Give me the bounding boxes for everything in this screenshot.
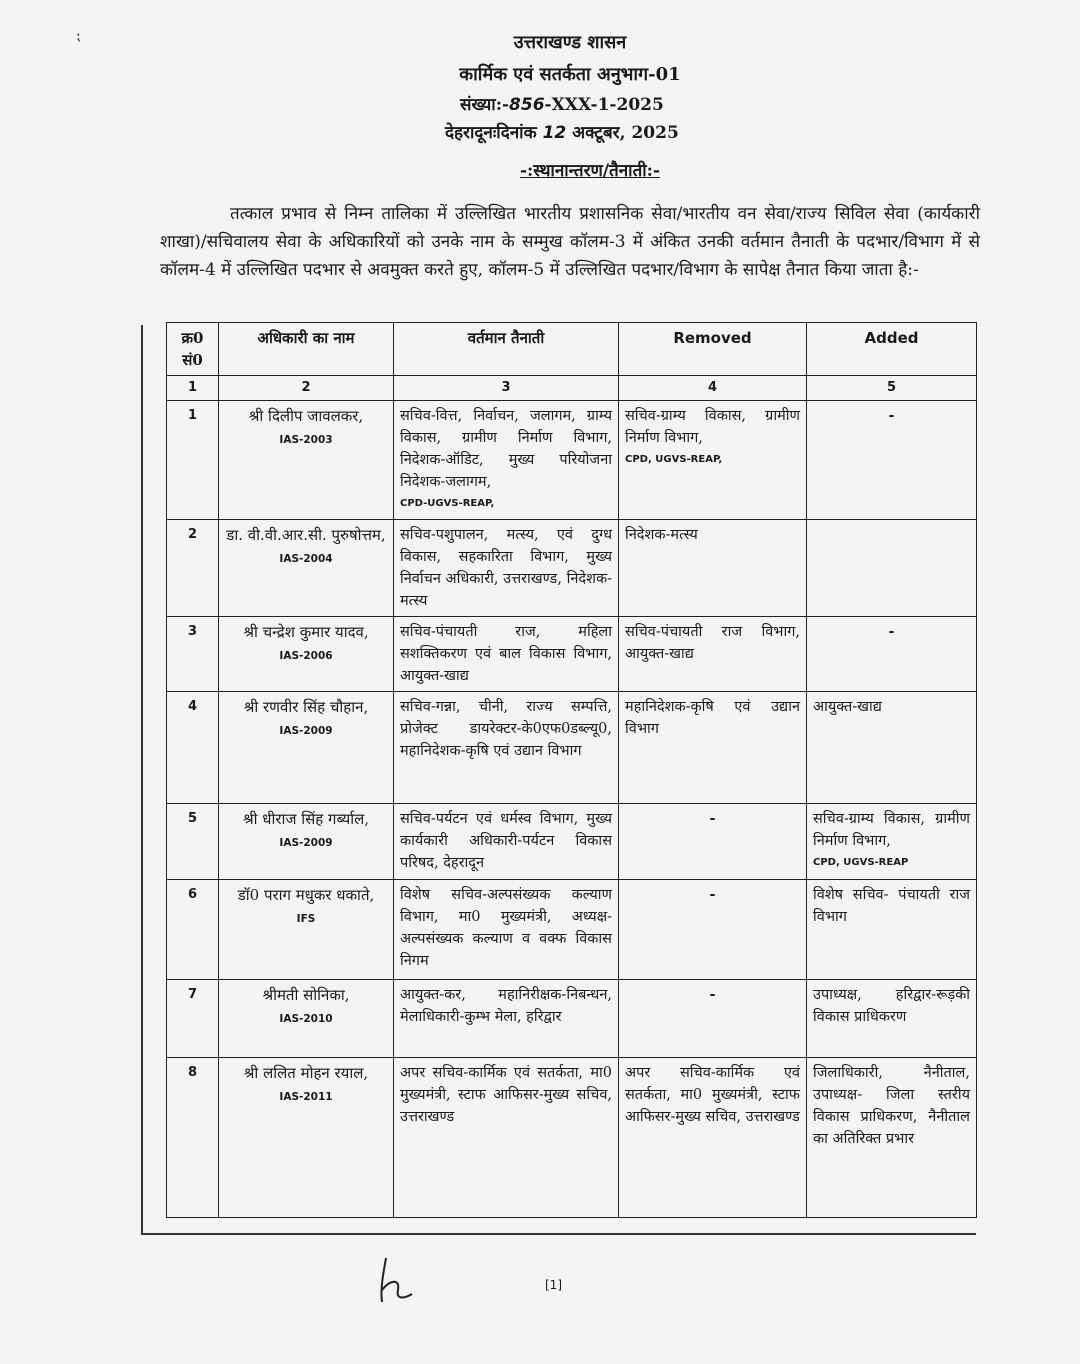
officer-cell <box>219 880 394 980</box>
table-bottom-line <box>141 1233 976 1235</box>
officer-name: डॉ0 पराग मधुकर धकाते, <box>237 886 375 904</box>
added-posting <box>807 401 977 520</box>
table-row <box>167 1058 977 1218</box>
header-current-posting: वर्तमान तैनाती <box>394 323 619 376</box>
current-posting-text: विशेष सचिव-अल्पसंख्यक कल्याण विभाग, मा0 मुख्यमंत्री, अध्यक्ष- अल्पसंख्यक कल्याण व वक्फ विकास निगम <box>400 887 612 969</box>
added-posting-text: जिलाधिकारी, नैनीताल, उपाध्यक्ष- जिला स्तरीय विकास प्राधिकरण, नैनीताल का अतिरिक्त प्रभार <box>813 1065 970 1147</box>
added-posting-text: विशेष सचिव- पंचायती राज विभाग <box>813 887 970 925</box>
added-posting-text: उपाध्यक्ष, हरिद्वार-रूड़की विकास प्राधिकरण <box>813 987 970 1025</box>
section-title: कार्मिक एवं सतर्कता अनुभाग-01 <box>459 64 681 85</box>
removed-posting <box>619 401 807 520</box>
added-posting-text: - <box>888 623 895 640</box>
column-number: 2 <box>219 376 394 401</box>
officer-name: श्री ललित मोहन रयाल, <box>243 1064 369 1082</box>
signature-mark <box>372 1250 422 1310</box>
officer-cell <box>219 804 394 880</box>
officer-cell <box>219 692 394 804</box>
current-posting-text: सचिव-गन्ना, चीनी, राज्य सम्पत्ति, प्रोजेक्ट डायरेक्टर-के0एफ0डब्ल्यू0, महानिदेशक-कृषि एवं उद्यान विभाग <box>400 699 612 759</box>
current-posting <box>394 401 619 520</box>
officer-service: IAS-2006 <box>279 650 333 662</box>
table-row <box>167 520 977 617</box>
serial-number: 8 <box>167 1058 219 1218</box>
officer-name: श्री धीराज सिंह गर्ब्याल, <box>242 810 370 828</box>
table-row <box>167 880 977 980</box>
current-posting <box>394 980 619 1058</box>
added-posting-text: सचिव-ग्राम्य विकास, ग्रामीण निर्माण विभाग, <box>813 811 970 849</box>
order-number-prefix: संख्या:- <box>460 95 510 115</box>
serial-number: 2 <box>167 520 219 617</box>
current-posting-extra: CPD-UGVS-REAP, <box>400 498 495 509</box>
serial-number: 3 <box>167 617 219 692</box>
order-date-suffix: अक्टूबर, 2025 <box>572 123 679 143</box>
added-posting-text: आयुक्त-खाद्य <box>813 699 882 715</box>
current-posting <box>394 880 619 980</box>
removed-posting-text: सचिव-पंचायती राज विभाग, आयुक्त-खाद्य <box>625 624 800 662</box>
serial-number: 4 <box>167 692 219 804</box>
margin-line <box>141 325 143 1235</box>
removed-posting-text: - <box>709 886 716 903</box>
officer-name: श्रीमती सोनिका, <box>262 986 350 1004</box>
column-number: 5 <box>807 376 977 401</box>
officer-cell <box>219 520 394 617</box>
order-date-prefix: देहरादूनःदिनांक <box>445 123 537 143</box>
officer-service: IAS-2009 <box>279 837 333 849</box>
transfer-table <box>166 322 977 1218</box>
removed-posting <box>619 617 807 692</box>
officer-name: श्री रणवीर सिंह चौहान, <box>243 698 369 716</box>
added-posting <box>807 804 977 880</box>
header-officer-name: अधिकारी का नाम <box>219 323 394 376</box>
officer-cell <box>219 401 394 520</box>
removed-posting-text: - <box>709 810 716 827</box>
order-number-suffix: -XXX-1-2025 <box>544 95 664 115</box>
removed-posting-text: महानिदेशक-कृषि एवं उद्यान विभाग <box>625 699 800 737</box>
current-posting-text: सचिव-पर्यटन एवं धर्मस्व विभाग, मुख्य कार्यकारी अधिकारी-पर्यटन विकास परिषद, देहरादून <box>400 811 612 871</box>
removed-posting-text: सचिव-ग्राम्य विकास, ग्रामीण निर्माण विभाग, <box>625 408 800 446</box>
table-row <box>167 980 977 1058</box>
header-serial: क्र0 सं0 <box>167 323 219 376</box>
scan-mark: ⁏ <box>76 28 81 44</box>
order-date <box>445 120 725 143</box>
added-posting-extra: CPD, UGVS-REAP <box>813 857 909 868</box>
column-number-row <box>167 376 977 401</box>
current-posting <box>394 804 619 880</box>
header-removed: Removed <box>619 323 807 376</box>
officer-service: IAS-2003 <box>279 434 333 446</box>
officer-cell <box>219 980 394 1058</box>
removed-posting <box>619 880 807 980</box>
officer-name: श्री दिलीप जावलकर, <box>248 407 364 425</box>
govt-title: उत्तराखण्ड शासन <box>513 32 627 53</box>
officer-cell <box>219 1058 394 1218</box>
officer-cell <box>219 617 394 692</box>
added-posting <box>807 880 977 980</box>
officer-service: IFS <box>296 913 316 925</box>
added-posting <box>807 617 977 692</box>
current-posting-text: अपर सचिव-कार्मिक एवं सतर्कता, मा0 मुख्यमंत्री, स्टाफ आफिसर-मुख्य सचिव, उत्तराखण्ड <box>400 1065 612 1125</box>
added-posting <box>807 1058 977 1218</box>
officer-service: IAS-2010 <box>279 1013 333 1025</box>
removed-posting-text: अपर सचिव-कार्मिक एवं सतर्कता, मा0 मुख्यमंत्री, स्टाफ आफिसर-मुख्य सचिव, उत्तराखण्ड <box>625 1065 800 1125</box>
officer-service: IAS-2011 <box>279 1091 333 1103</box>
current-posting <box>394 1058 619 1218</box>
order-subject: -:स्थानान्तरण/तैनाती:- <box>519 161 661 181</box>
current-posting <box>394 692 619 804</box>
table-row <box>167 617 977 692</box>
officer-name: श्री चन्द्रेश कुमार यादव, <box>243 623 369 641</box>
officer-service: IAS-2004 <box>279 553 333 565</box>
added-posting <box>807 692 977 804</box>
order-number <box>460 92 720 115</box>
removed-posting <box>619 1058 807 1218</box>
table-row <box>167 401 977 520</box>
header-added: Added <box>807 323 977 376</box>
current-posting-text: सचिव-वित्त, निर्वाचन, जलागम, ग्राम्य विकास, ग्रामीण निर्माण विभाग, निदेशक-ऑडिट, मुख्य परियोजना निदेशक-जलागम, <box>400 408 612 490</box>
serial-number: 5 <box>167 804 219 880</box>
removed-posting <box>619 520 807 617</box>
added-posting <box>807 520 977 617</box>
column-number: 4 <box>619 376 807 401</box>
current-posting-text: सचिव-पशुपालन, मत्स्य, एवं दुग्ध विकास, सहकारिता विभाग, मुख्य निर्वाचन अधिकारी, उत्तराखण्ड, निदेशक- मत्स्य <box>400 527 612 609</box>
order-number-handwritten: 856 <box>509 95 545 115</box>
removed-posting-text: - <box>709 986 716 1003</box>
added-posting-text: - <box>888 407 895 424</box>
order-paragraph: तत्काल प्रभाव से निम्न तालिका में उल्लिखित भारतीय प्रशासनिक सेवा/भारतीय वन सेवा/राज्य सिविल सेवा (कार्यकारी शाखा)/सचिवालय सेवा के अधिकारियों को उनके नाम के सम्मुख कॉलम-3 में अंकित उनकी वर्तमान तैनाती के पदभार/विभाग में से कॉलम-4 में उल्लिखित पदभार से अवमुक्त करते हुए, कॉलम-5 में उल्लिखित पदभार/विभाग के सापेक्ष तैनात किया जाता है:- <box>160 204 980 280</box>
serial-number: 7 <box>167 980 219 1058</box>
page-number: [1] <box>545 1278 562 1292</box>
serial-number: 6 <box>167 880 219 980</box>
column-number: 1 <box>167 376 219 401</box>
removed-posting-text: निदेशक-मत्स्य <box>625 527 698 543</box>
added-posting <box>807 980 977 1058</box>
current-posting-text: आयुक्त-कर, महानिरीक्षक-निबन्धन, मेलाधिकारी-कुम्भ मेला, हरिद्वार <box>400 987 612 1025</box>
serial-number: 1 <box>167 401 219 520</box>
current-posting-text: सचिव-पंचायती राज, महिला सशक्तिकरण एवं बाल विकास विभाग, आयुक्त-खाद्य <box>400 624 612 684</box>
column-number: 3 <box>394 376 619 401</box>
table-header-row <box>167 323 977 376</box>
removed-posting <box>619 692 807 804</box>
table-row <box>167 692 977 804</box>
removed-posting <box>619 980 807 1058</box>
table-row <box>167 804 977 880</box>
officer-name: डा. वी.वी.आर.सी. पुरुषोत्तम, <box>226 526 386 544</box>
removed-posting <box>619 804 807 880</box>
order-date-handwritten: 12 <box>542 123 567 143</box>
officer-service: IAS-2009 <box>279 725 333 737</box>
current-posting <box>394 617 619 692</box>
removed-posting-extra: CPD, UGVS-REAP, <box>625 454 723 465</box>
current-posting <box>394 520 619 617</box>
